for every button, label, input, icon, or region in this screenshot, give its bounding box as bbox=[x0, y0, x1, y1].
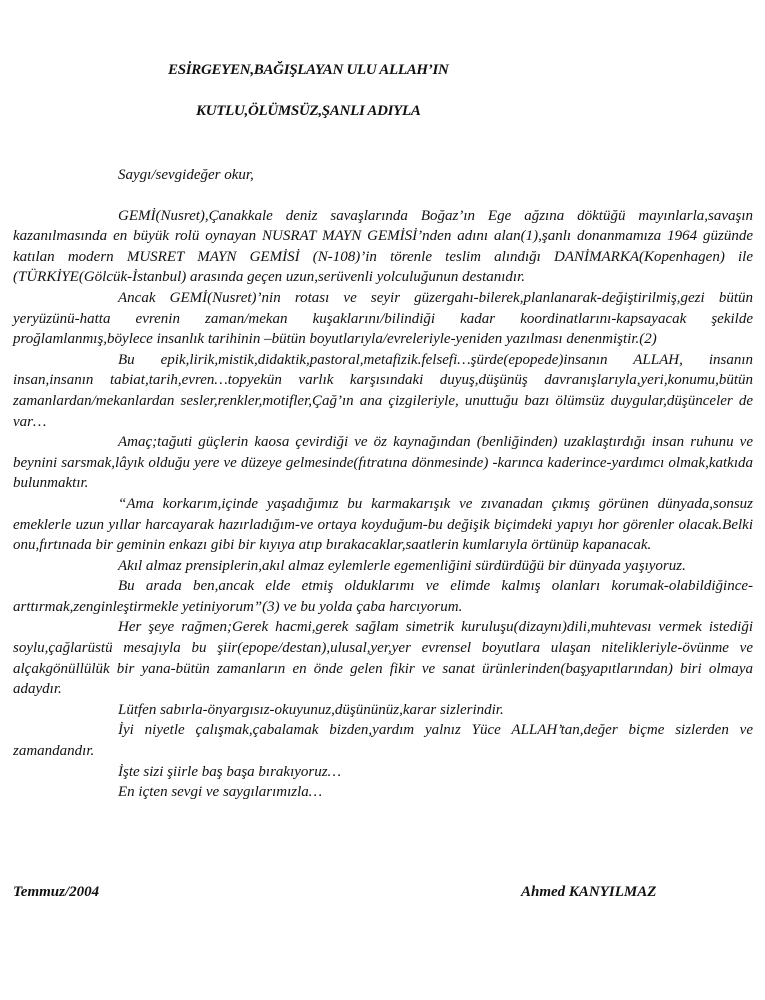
letter-body bbox=[13, 165, 753, 803]
header-line-2: KUTLU,ÖLÜMSÜZ,ŞANLI ADIYLA bbox=[196, 103, 421, 119]
paragraph: Bu arada ben,ancak elde etmiş olduklarımı ve elimde kalmış olanları korumak-olabildiğince-arttırmak,zenginleştirmekle yetiniyorum”(3) ve bu yolda çaba harcıyorum. bbox=[13, 578, 753, 615]
paragraph: Lütfen sabırla-önyargısız-okuyunuz,düşününüz,karar sizlerindir. bbox=[118, 701, 504, 718]
header-line-1: ESİRGEYEN,BAĞIŞLAYAN ULU ALLAH’IN bbox=[168, 62, 449, 78]
paragraph: Ancak GEMİ(Nusret)’nin rotası ve seyir güzergahı-bilerek,planlanarak-değiştirilmiş,gezi bütün yeryüzünü-hatta evrenin zaman/mekan kuşaklarını/bilindiği kadar koordinatlarını-kapsayacak şekilde proğlamlanmış,böylece insanlık tarihinin –bütün boyutlarıyla/evreleriyle-yeniden yazılması denenmiştir.(2) bbox=[13, 289, 753, 348]
paragraph: İşte sizi şiirle baş başa bırakıyoruz… bbox=[118, 763, 341, 780]
paragraph: Bu epik,lirik,mistik,didaktik,pastoral,metafizik.felsefi…şürde(epopede)insanın ALLAH, insanın insan,insanın tabiat,tarih,evren…topyekün varlık karşısındaki duyuş,düşünüş davranışlarıyla,yeri,konumu,bütün zamanlardan/mekanlardan sesler,renkler,motifler,Çağ’ın ana çizgileriyle, unuttuğu bazı ölümsüz duygular,düşünceler de var… bbox=[13, 351, 753, 430]
paragraph: Her şeye rağmen;Gerek hacmi,gerek sağlam simetrik kuruluşu(dizaynı)dili,muhtevası vermek istediği soylu,çağlarüstü mesajıyla bu şiir(epope/destan),ulusal,yer,yer evrensel boyutlara ulaşan nitelikleriyle-övünme ve alçakgönüllülük bir yana-bütün zamanların en önde gelen fikir ve sanat ürünlerinden(başyapıtlarından) biri olmaya adaydır. bbox=[13, 619, 753, 698]
author-signature: Ahmed KANYILMAZ bbox=[521, 884, 657, 900]
letter-date: Temmuz/2004 bbox=[13, 884, 100, 900]
paragraph: En içten sevgi ve saygılarımızla… bbox=[118, 784, 323, 801]
paragraph: Akıl almaz prensiplerin,akıl almaz eylemlerle egemenliğini sürdürdüğü bir dünyada yaşıyoruz. bbox=[118, 557, 686, 574]
greeting: Saygı/sevgideğer okur, bbox=[118, 167, 254, 183]
paragraph: İyi niyetle çalışmak,çabalamak bizden,yardım yalnız Yüce ALLAH’tan,değer biçme sizlerden ve zamandandır. bbox=[13, 722, 753, 760]
paragraph: Amaç;tağuti güçlerin kaosa çevirdiği ve öz kaynağından (benliğinden) uzaklaştırdığı insan ruhunu ve beynini sarsmak,lâyık olduğu yere ve düzeye gelmesinde(fıtratına dönmesinde) -karınca kaderince-yardımcı olmak,katkıda bulunmaktır. bbox=[13, 434, 753, 492]
paragraph: “Ama korkarım,içinde yaşadığımız bu karmakarışık ve zıvanadan çıkmış görünen dünyada,sonsuz emeklerle uzun yıllar harcayarak hazırladığım-ve ortaya koyduğum-bu değişik biçimdeki yapıyı hor görenler olacak.Belki onu,fırtınada bir geminin enkazı gibi bir kıyıya atıp bırakacaklar,saatlerin kumlarıyla örtünüp kapanacak. bbox=[13, 495, 753, 554]
paragraph: GEMİ(Nusret),Çanakkale deniz savaşlarında Boğaz’ın Ege ağzına döktüğü mayınlarla,savaşın kazanılmasında en büyük rolü oynayan NUSRAT MAYN GEMİSİ’nden adını alan(1),şanlı donanmamıza 1964 güzünde katılan modern MUSRET MAYN GEMİSİ (N-108)’in törenle teslim alındığı DANİMARKA(Kopenhagen) ile (TÜRKİYE(Gölcük-İstanbul) arasında geçen uzun,serüvenli yolculuğunun destanıdır. bbox=[13, 207, 753, 286]
